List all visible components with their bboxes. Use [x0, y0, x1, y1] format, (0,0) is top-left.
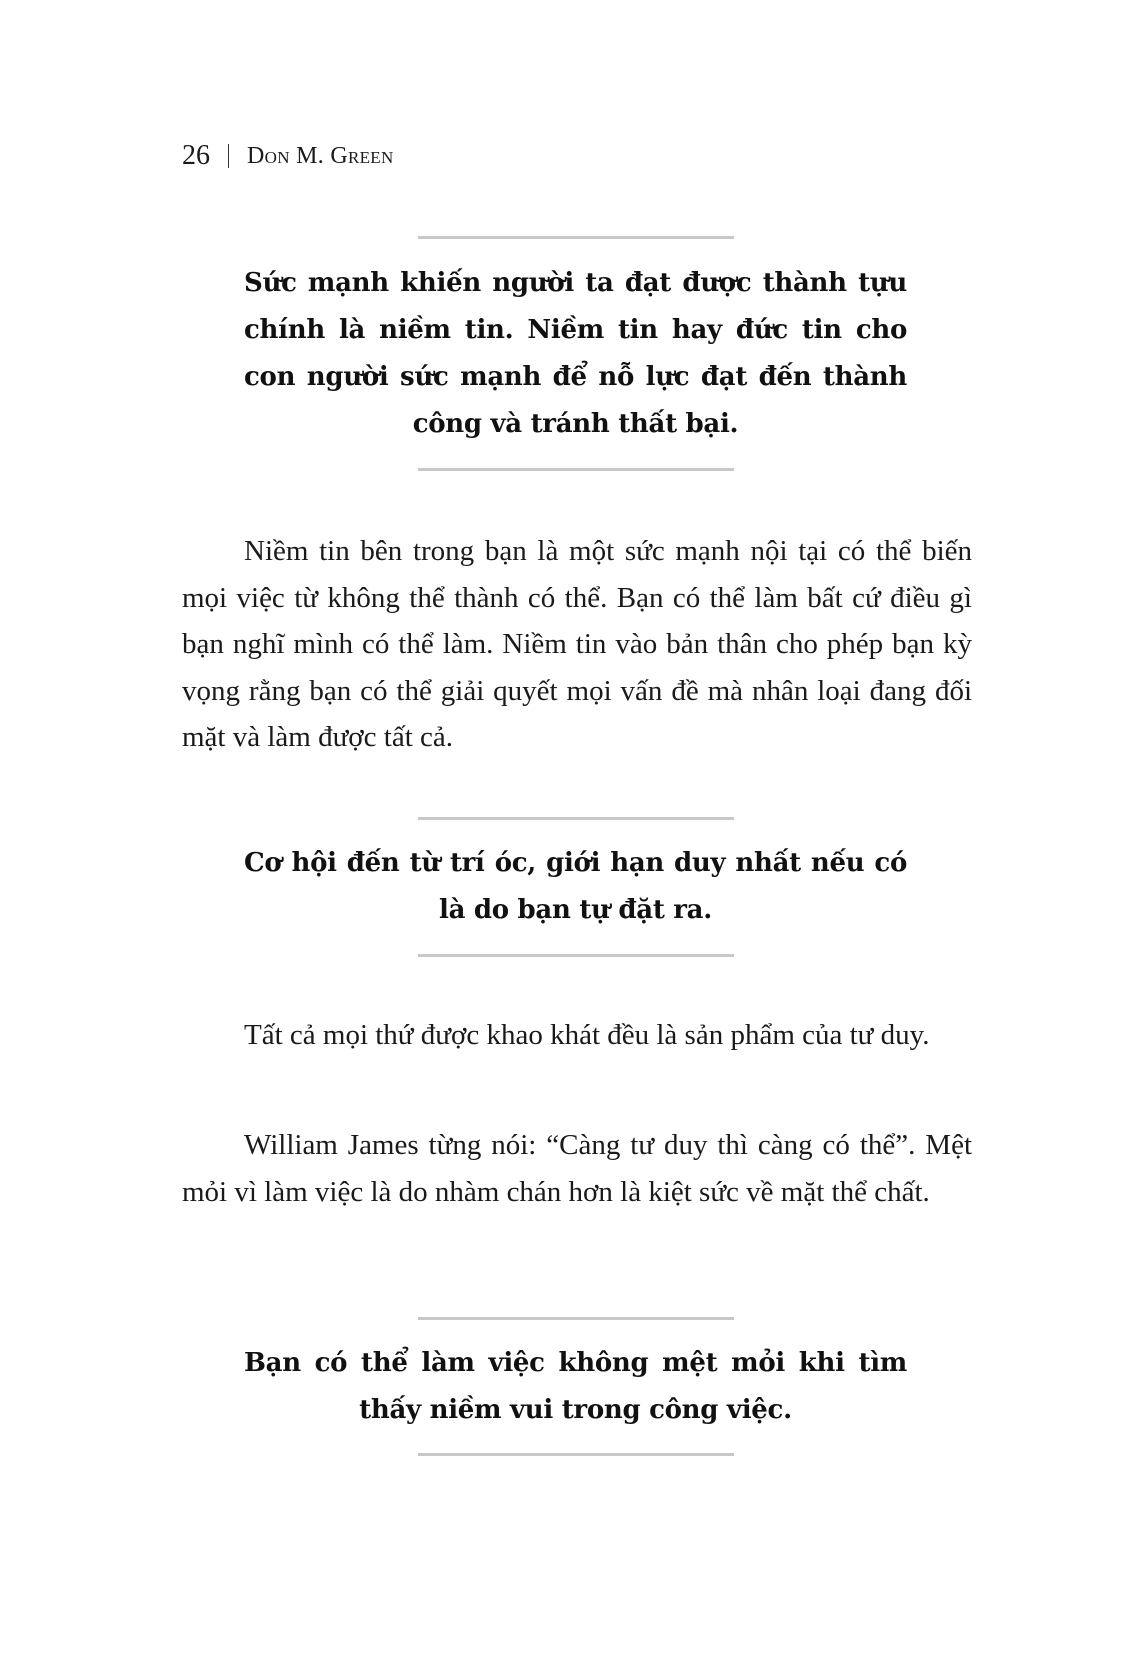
running-header — [182, 140, 394, 172]
quote-rule-bottom — [418, 468, 734, 471]
pull-quote: Sức mạnh khiến người ta đạt được thành tựu chính là niềm tin. Niềm tin hay đức tin cho con người sức mạnh để nỗ lực đạt đến thành công và tránh thất bại. — [244, 268, 907, 439]
pull-quote: Bạn có thể làm việc không mệt mỏi khi tìm thấy niềm vui trong công việc. — [244, 1348, 907, 1425]
pull-quote: Cơ hội đến từ trí óc, giới hạn duy nhất nếu có là do bạn tự đặt ra. — [244, 848, 907, 925]
body-paragraph — [182, 1122, 972, 1215]
body-paragraph — [182, 528, 972, 761]
quote-rule-top — [418, 817, 734, 820]
quote-rule-bottom — [418, 954, 734, 957]
page-number: 26 — [182, 140, 210, 171]
paragraph-text: Tất cả mọi thứ được khao khát đều là sản phẩm của tư duy. — [244, 1019, 930, 1051]
quote-rule-top — [418, 1317, 734, 1320]
paragraph-text: William James từng nói: “Càng tư duy thì càng có thể”. Mệt mỏi vì làm việc là do nhàm chán hơn là kiệt sức về mặt thể chất. — [182, 1129, 972, 1208]
header-separator — [228, 144, 229, 168]
quote-rule-bottom — [418, 1453, 734, 1456]
body-paragraph — [182, 1012, 972, 1059]
quote-rule-top — [418, 236, 734, 239]
paragraph-text: Niềm tin bên trong bạn là một sức mạnh nội tại có thể biến mọi việc từ không thể thành có thể. Bạn có thể làm bất cứ điều gì bạn nghĩ mình có thể làm. Niềm tin vào bản thân cho phép bạn kỳ vọng rằng bạn có thể giải quyết mọi vấn đề mà nhân loại đang đối mặt và làm được tất cả. — [182, 535, 972, 753]
author-name: Don M. Green — [247, 142, 394, 169]
